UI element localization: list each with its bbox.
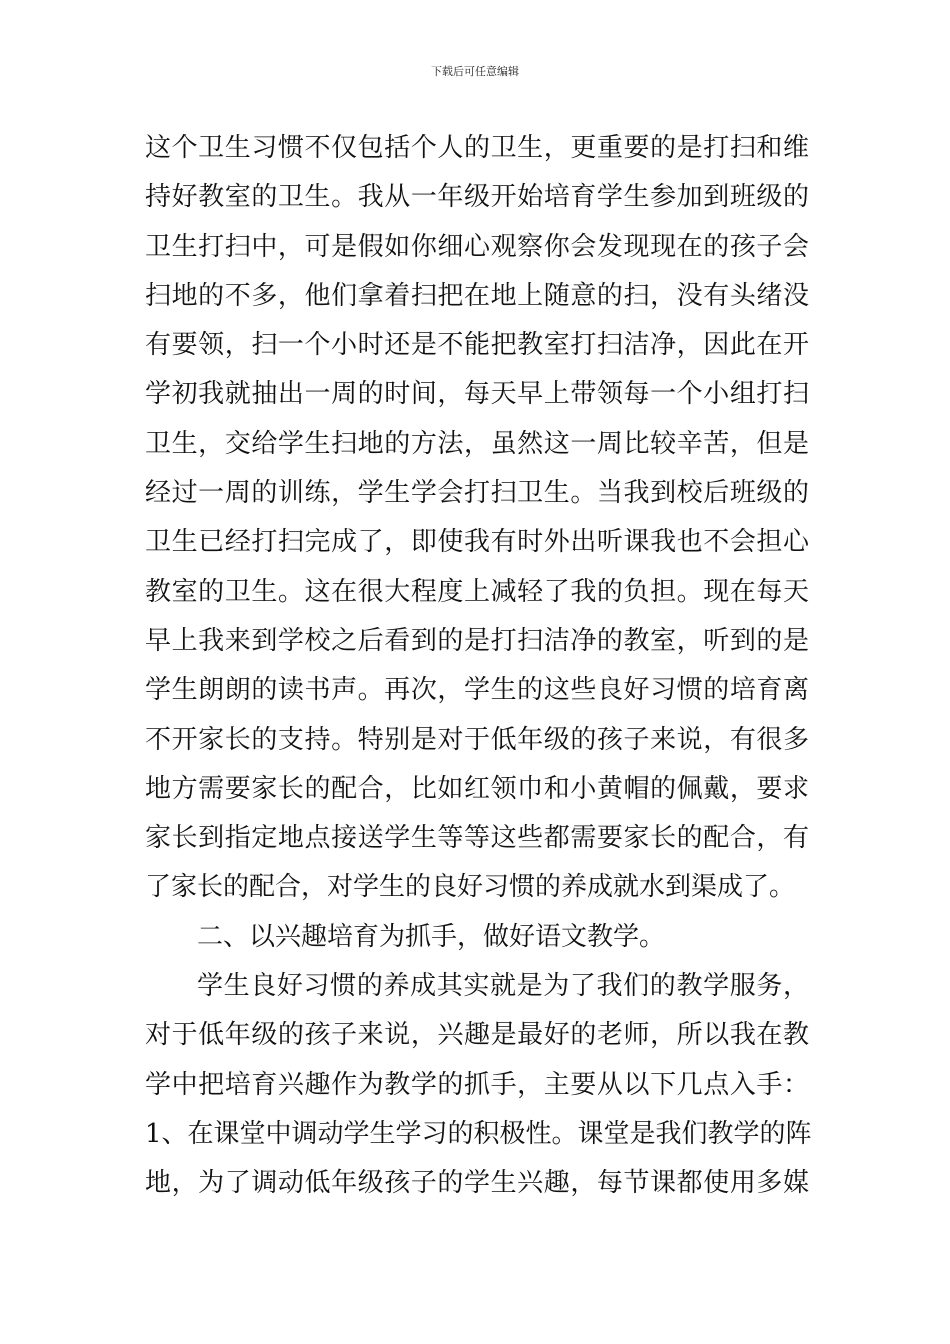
text-line: 地，为了调动低年级孩子的学生兴趣，每节课都使用多媒 [145, 1168, 809, 1199]
text-line: 学生朗朗的读书声。再次，学生的这些良好习惯的培育离 [145, 675, 809, 706]
text-line: 学生良好习惯的养成其实就是为了我们的教学服务， [197, 971, 809, 1002]
text-line: 卫生已经打扫完成了，即使我有时外出听课我也不会担心 [145, 527, 809, 558]
text-line: 卫生，交给学生扫地的方法，虽然这一周比较辛苦，但是 [145, 428, 809, 459]
text-line: 地方需要家长的配合，比如红领巾和小黄帽的佩戴，要求 [145, 773, 809, 804]
text-line: 有要领，扫一个小时还是不能把教室打扫洁净，因此在开 [145, 330, 809, 361]
text-line: 扫地的不多，他们拿着扫把在地上随意的扫，没有头绪没 [145, 280, 809, 311]
text-line: 对于低年级的孩子来说，兴趣是最好的老师，所以我在教 [145, 1020, 809, 1051]
page-header-note: 下载后可任意编辑 [431, 65, 519, 78]
text-line: 卫生打扫中，可是假如你细心观察你会发现现在的孩子会 [145, 231, 809, 262]
text-line: 经过一周的训练，学生学会打扫卫生。当我到校后班级的 [145, 478, 809, 509]
text-line: 学中把培育兴趣作为教学的抓手，主要从以下几点入手： [145, 1069, 809, 1100]
text-line: 1、在课堂中调动学生学习的积极性。课堂是我们教学的阵 [145, 1118, 812, 1149]
text-line: 持好教室的卫生。我从一年级开始培育学生参加到班级的 [145, 182, 809, 213]
text-line: 学初我就抽出一周的时间，每天早上带领每一个小组打扫 [145, 379, 809, 410]
text-line: 了家长的配合，对学生的良好习惯的养成就水到渠成了。 [145, 872, 796, 903]
text-line: 早上我来到学校之后看到的是打扫洁净的教室，听到的是 [145, 625, 809, 656]
text-line: 家长到指定地点接送学生等等这些都需要家长的配合，有 [145, 823, 809, 854]
text-line: 这个卫生习惯不仅包括个人的卫生，更重要的是打扫和维 [145, 133, 809, 163]
section-heading: 二、以兴趣培育为抓手，做好语文教学。 [197, 921, 666, 952]
document-body [145, 124, 812, 1209]
text-line: 教室的卫生。这在很大程度上减轻了我的负担。现在每天 [145, 576, 809, 607]
text-line: 不开家长的支持。特别是对于低年级的孩子来说，有很多 [145, 724, 809, 755]
